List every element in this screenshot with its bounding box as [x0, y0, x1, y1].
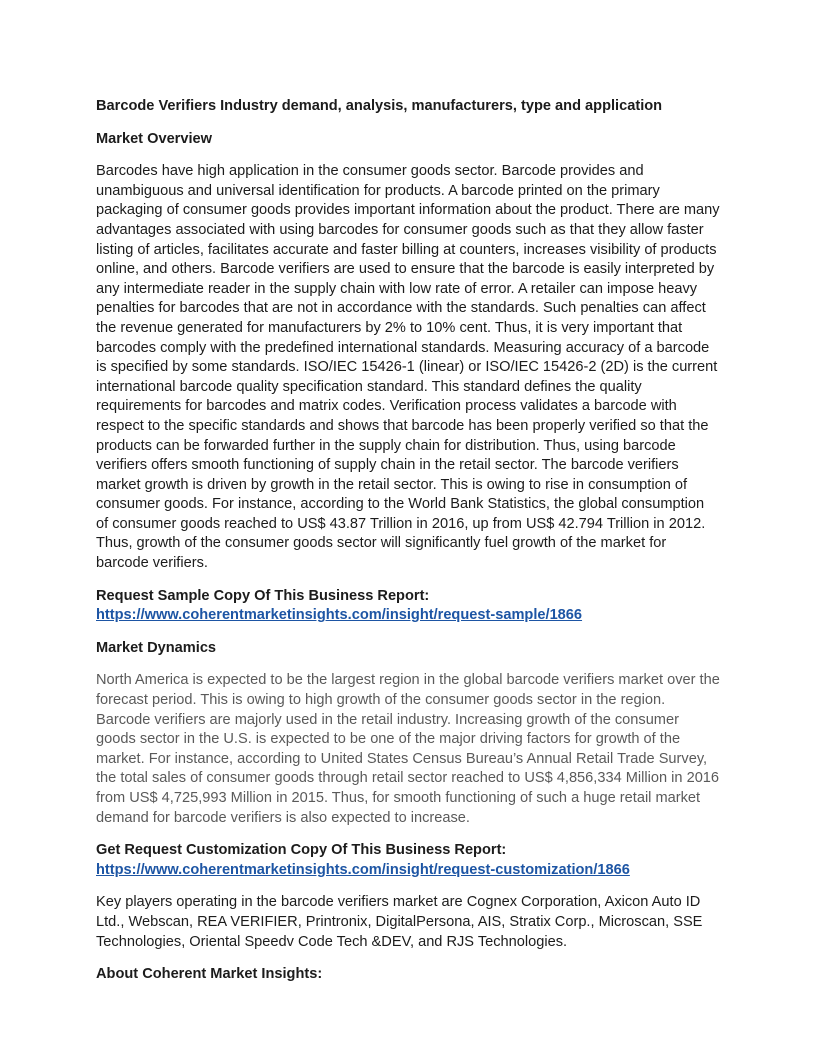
- request-sample-link[interactable]: https://www.coherentmarketinsights.com/insight/request-sample/1866: [96, 607, 583, 624]
- document-title: Barcode Verifiers Industry demand, analysis, manufacturers, type and application: [96, 98, 663, 114]
- request-customization-link[interactable]: https://www.coherentmarketinsights.com/insight/request-customization/1866: [96, 861, 630, 878]
- request-sample-label: Request Sample Copy Of This Business Report:: [96, 587, 430, 604]
- request-customization-label: Get Request Customization Copy Of This Business Report:: [96, 842, 507, 859]
- request-customization-block: [96, 841, 720, 880]
- market-dynamics-paragraph: North America is expected to be the largest region in the global barcode verifiers market over the forecast period. This is owing to high growth of the consumer goods sector in the region. Barcode verifiers are majorly used in the retail industry. Increasing growth of the consumer goods sector in the U.S. is expected to be one of the major driving factors for growth of the market. For instance, according to United States Census Bureau’s Annual Retail Trade Survey, the total sales of consumer goods through retail sector reached to US$ 4,856,334 Million in 2016 from US$ 4,725,993 Million in 2015. Thus, for smooth functioning of such a huge retail market demand for barcode verifiers is also expected to increase.: [96, 672, 720, 826]
- market-overview-heading: Market Overview: [96, 130, 213, 147]
- market-dynamics-heading: Market Dynamics: [96, 639, 217, 656]
- request-sample-block: [96, 587, 720, 626]
- key-players-paragraph: Key players operating in the barcode verifiers market are Cognex Corporation, Axicon Auto ID Ltd., Webscan, REA VERIFIER, Printronix, DigitalPersona, AIS, Stratix Corp., Microscan, SSE Technologies, Oriental Speedv Code Tech &DEV, and RJS Technologies.: [96, 894, 703, 950]
- about-heading: About Coherent Market Insights:: [96, 966, 323, 983]
- market-overview-paragraph: Barcodes have high application in the consumer goods sector. Barcode provides and unambiguous and universal identification for products. A barcode printed on the primary packaging of consumer goods provides important information about the product. There are many advantages associated with using barcodes for consumer goods such as that they allow faster listing of articles, facilitates accurate and faster billing at counters, increases visibility of products online, and others. Barcode verifiers are used to ensure that the barcode is easily interpreted by any intermediate reader in the supply chain with low rate of error. A retailer can impose heavy penalties for barcodes that are not in accordance with the standards. Such penalties can affect the revenue generated for manufacturers by 2% to 10% cent. Thus, it is very important that barcodes comply with the predefined international standards. Measuring accuracy of a barcode is specified by some standards. ISO/IEC 15426-1 (linear) or ISO/IEC 15426-2 (2D) is the current international barcode quality specification standard. This standard defines the quality requirements for barcodes and matrix codes. Verification process validates a barcode with respect to the specific standards and shows that barcode has been properly verified so that the products can be forwarded further in the supply chain for distribution. Thus, using barcode verifiers offers smooth functioning of supply chain in the retail sector. The barcode verifiers market growth is driven by growth in the retail sector. This is owing to rise in consumption of consumer goods. For instance, according to the World Bank Statistics, the global consumption of consumer goods reached to US$ 43.87 Trillion in 2016, up from US$ 42.794 Trillion in 2012. Thus, growth of the consumer goods sector will significantly fuel growth of the market for barcode verifiers.: [96, 163, 720, 572]
